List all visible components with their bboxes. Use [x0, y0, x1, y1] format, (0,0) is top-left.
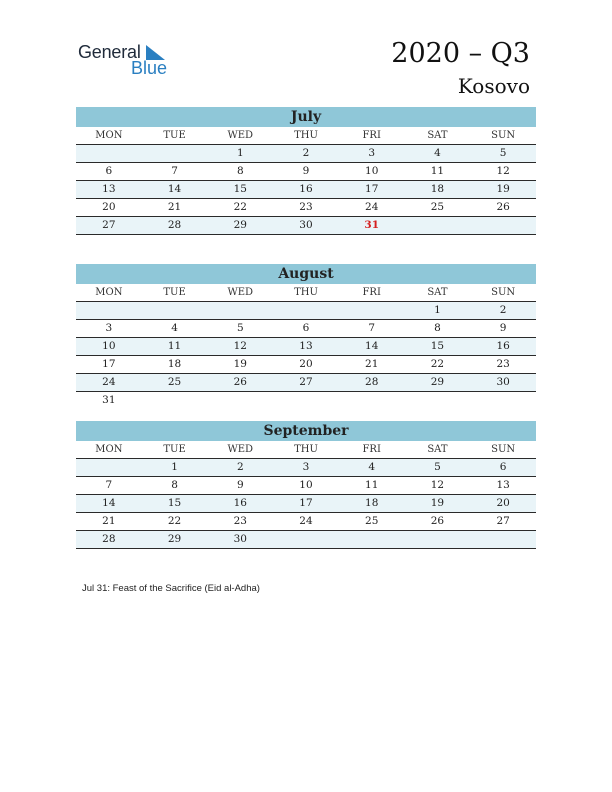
- day-cell: 5: [499, 147, 507, 159]
- day-cell: 10: [299, 479, 313, 491]
- week-row: [76, 199, 536, 217]
- weekday-label: TUE: [142, 284, 208, 302]
- weekday-label: THU: [273, 127, 339, 145]
- day-cell: 13: [496, 479, 510, 491]
- day-cell: 13: [299, 340, 313, 352]
- weekday-label: SUN: [470, 441, 536, 459]
- day-cell: 23: [496, 358, 510, 370]
- day-cell: [207, 392, 273, 409]
- day-cell: [273, 531, 339, 548]
- weekday-row: [76, 441, 536, 459]
- day-cell: 21: [167, 201, 182, 213]
- weekday-label: SAT: [405, 284, 471, 302]
- day-cell: 12: [430, 479, 445, 491]
- week-row: [76, 459, 536, 477]
- weekday-row: [76, 284, 536, 302]
- weekday-label: MON: [76, 441, 142, 459]
- day-cell: 22: [430, 358, 445, 370]
- day-cell: 28: [167, 219, 182, 231]
- weekday-label: TUE: [142, 441, 208, 459]
- holiday-day-cell: 31: [364, 219, 380, 231]
- day-cell: 3: [105, 322, 113, 334]
- weekday-row: [76, 127, 536, 145]
- day-cell: 11: [167, 340, 182, 352]
- month-september: [76, 421, 536, 549]
- day-cell: 6: [302, 322, 310, 334]
- day-cell: 14: [102, 497, 116, 509]
- day-cell: 15: [233, 183, 247, 195]
- day-cell: 30: [299, 219, 313, 231]
- day-cell: 2: [236, 461, 244, 473]
- weekday-label: TUE: [142, 127, 208, 145]
- day-cell: 19: [233, 358, 247, 370]
- weekday-label: SAT: [405, 127, 471, 145]
- day-cell: 17: [299, 497, 313, 509]
- day-cell: 25: [167, 376, 182, 388]
- weekday-label: FRI: [339, 441, 405, 459]
- day-cell: 20: [102, 201, 116, 213]
- day-cell: 22: [167, 515, 182, 527]
- page-title: 2020 – Q3: [391, 38, 530, 69]
- day-cell: 19: [430, 497, 445, 509]
- day-cell: 16: [496, 340, 510, 352]
- day-cell: 11: [365, 479, 379, 491]
- week-row: [76, 531, 536, 549]
- day-cell: [273, 392, 339, 409]
- day-cell: 30: [233, 533, 247, 545]
- day-cell: 22: [233, 201, 247, 213]
- day-cell: 10: [102, 340, 116, 352]
- day-cell: 12: [496, 165, 510, 177]
- week-row: [76, 145, 536, 163]
- day-cell: 6: [105, 165, 113, 177]
- day-cell: 23: [299, 201, 313, 213]
- day-cell: 1: [434, 304, 441, 316]
- day-cell: 25: [365, 515, 379, 527]
- day-cell: 23: [233, 515, 247, 527]
- day-cell: 9: [302, 165, 310, 177]
- day-cell: 18: [430, 183, 445, 195]
- day-cell: 3: [302, 461, 310, 473]
- day-cell: [76, 459, 142, 476]
- day-cell: 17: [102, 358, 116, 370]
- month-title: August: [76, 264, 536, 284]
- day-cell: 26: [233, 376, 247, 388]
- day-cell: 7: [368, 322, 376, 334]
- day-cell: 27: [496, 515, 510, 527]
- day-cell: 26: [496, 201, 510, 213]
- day-cell: 2: [499, 304, 507, 316]
- weekday-label: WED: [207, 127, 273, 145]
- week-row: [76, 217, 536, 235]
- holiday-note: Jul 31: Feast of the Sacrifice (Eid al-Adha): [82, 583, 260, 594]
- week-row: [76, 495, 536, 513]
- day-cell: [405, 392, 471, 409]
- week-row: [76, 513, 536, 531]
- day-cell: 15: [430, 340, 445, 352]
- day-cell: [142, 302, 208, 319]
- day-cell: 15: [167, 497, 182, 509]
- week-row: [76, 163, 536, 181]
- week-row: [76, 392, 536, 409]
- day-cell: 24: [102, 376, 116, 388]
- day-cell: 24: [365, 201, 379, 213]
- week-row: [76, 181, 536, 199]
- day-cell: 29: [167, 533, 182, 545]
- weekday-label: SUN: [470, 127, 536, 145]
- day-cell: 14: [365, 340, 379, 352]
- day-cell: 17: [365, 183, 379, 195]
- weekday-label: MON: [76, 127, 142, 145]
- day-cell: 29: [233, 219, 247, 231]
- day-cell: [339, 392, 405, 409]
- day-cell: [339, 531, 405, 548]
- day-cell: 18: [167, 358, 182, 370]
- month-title: July: [76, 107, 536, 127]
- day-cell: 7: [171, 165, 178, 177]
- day-cell: 20: [299, 358, 313, 370]
- day-cell: 14: [167, 183, 182, 195]
- day-cell: 28: [365, 376, 379, 388]
- week-row: [76, 320, 536, 338]
- day-cell: 1: [236, 147, 244, 159]
- weekday-label: FRI: [339, 284, 405, 302]
- day-cell: 5: [236, 322, 244, 334]
- day-cell: 5: [434, 461, 441, 473]
- day-cell: [470, 392, 536, 409]
- day-cell: 12: [233, 340, 247, 352]
- day-cell: 13: [102, 183, 116, 195]
- weekday-label: THU: [273, 441, 339, 459]
- week-row: [76, 477, 536, 495]
- day-cell: 28: [102, 533, 116, 545]
- brand-general: General: [78, 42, 141, 62]
- brand-logo: [78, 42, 178, 82]
- day-cell: 6: [499, 461, 507, 473]
- day-cell: 31: [102, 394, 116, 406]
- month-title: September: [76, 421, 536, 441]
- week-row: [76, 374, 536, 392]
- day-cell: 20: [496, 497, 510, 509]
- day-cell: 8: [434, 322, 441, 334]
- day-cell: 3: [368, 147, 376, 159]
- day-cell: [76, 302, 142, 319]
- day-cell: 9: [499, 322, 507, 334]
- day-cell: 9: [236, 479, 244, 491]
- day-cell: 7: [105, 479, 113, 491]
- day-cell: 11: [430, 165, 445, 177]
- day-cell: 27: [102, 219, 116, 231]
- day-cell: [405, 217, 471, 234]
- weekday-label: FRI: [339, 127, 405, 145]
- day-cell: 29: [430, 376, 445, 388]
- day-cell: [76, 145, 142, 162]
- day-cell: [273, 302, 339, 319]
- week-row: [76, 338, 536, 356]
- day-cell: 24: [299, 515, 313, 527]
- week-row: [76, 356, 536, 374]
- month-july: [76, 107, 536, 235]
- day-cell: [470, 217, 536, 234]
- day-cell: [142, 392, 208, 409]
- day-cell: [405, 531, 471, 548]
- brand-blue: Blue: [131, 58, 168, 78]
- weekday-label: WED: [207, 441, 273, 459]
- day-cell: 16: [299, 183, 313, 195]
- month-august: [76, 264, 536, 409]
- weekday-label: SUN: [470, 284, 536, 302]
- day-cell: 30: [496, 376, 510, 388]
- week-row: [76, 302, 536, 320]
- day-cell: 2: [302, 147, 310, 159]
- day-cell: 18: [365, 497, 379, 509]
- day-cell: 4: [171, 322, 178, 334]
- day-cell: [339, 302, 405, 319]
- day-cell: 21: [365, 358, 379, 370]
- day-cell: 8: [171, 479, 178, 491]
- weekday-label: WED: [207, 284, 273, 302]
- country-name: Kosovo: [457, 74, 530, 98]
- day-cell: 19: [496, 183, 510, 195]
- day-cell: 26: [430, 515, 445, 527]
- day-cell: [142, 145, 208, 162]
- day-cell: 10: [365, 165, 379, 177]
- day-cell: 25: [430, 201, 445, 213]
- weekday-label: SAT: [405, 441, 471, 459]
- day-cell: [207, 302, 273, 319]
- day-cell: 27: [299, 376, 313, 388]
- day-cell: 4: [368, 461, 376, 473]
- day-cell: 8: [236, 165, 244, 177]
- day-cell: 21: [102, 515, 116, 527]
- day-cell: [470, 531, 536, 548]
- day-cell: 4: [434, 147, 441, 159]
- weekday-label: THU: [273, 284, 339, 302]
- day-cell: 16: [233, 497, 247, 509]
- day-cell: 1: [171, 461, 178, 473]
- weekday-label: MON: [76, 284, 142, 302]
